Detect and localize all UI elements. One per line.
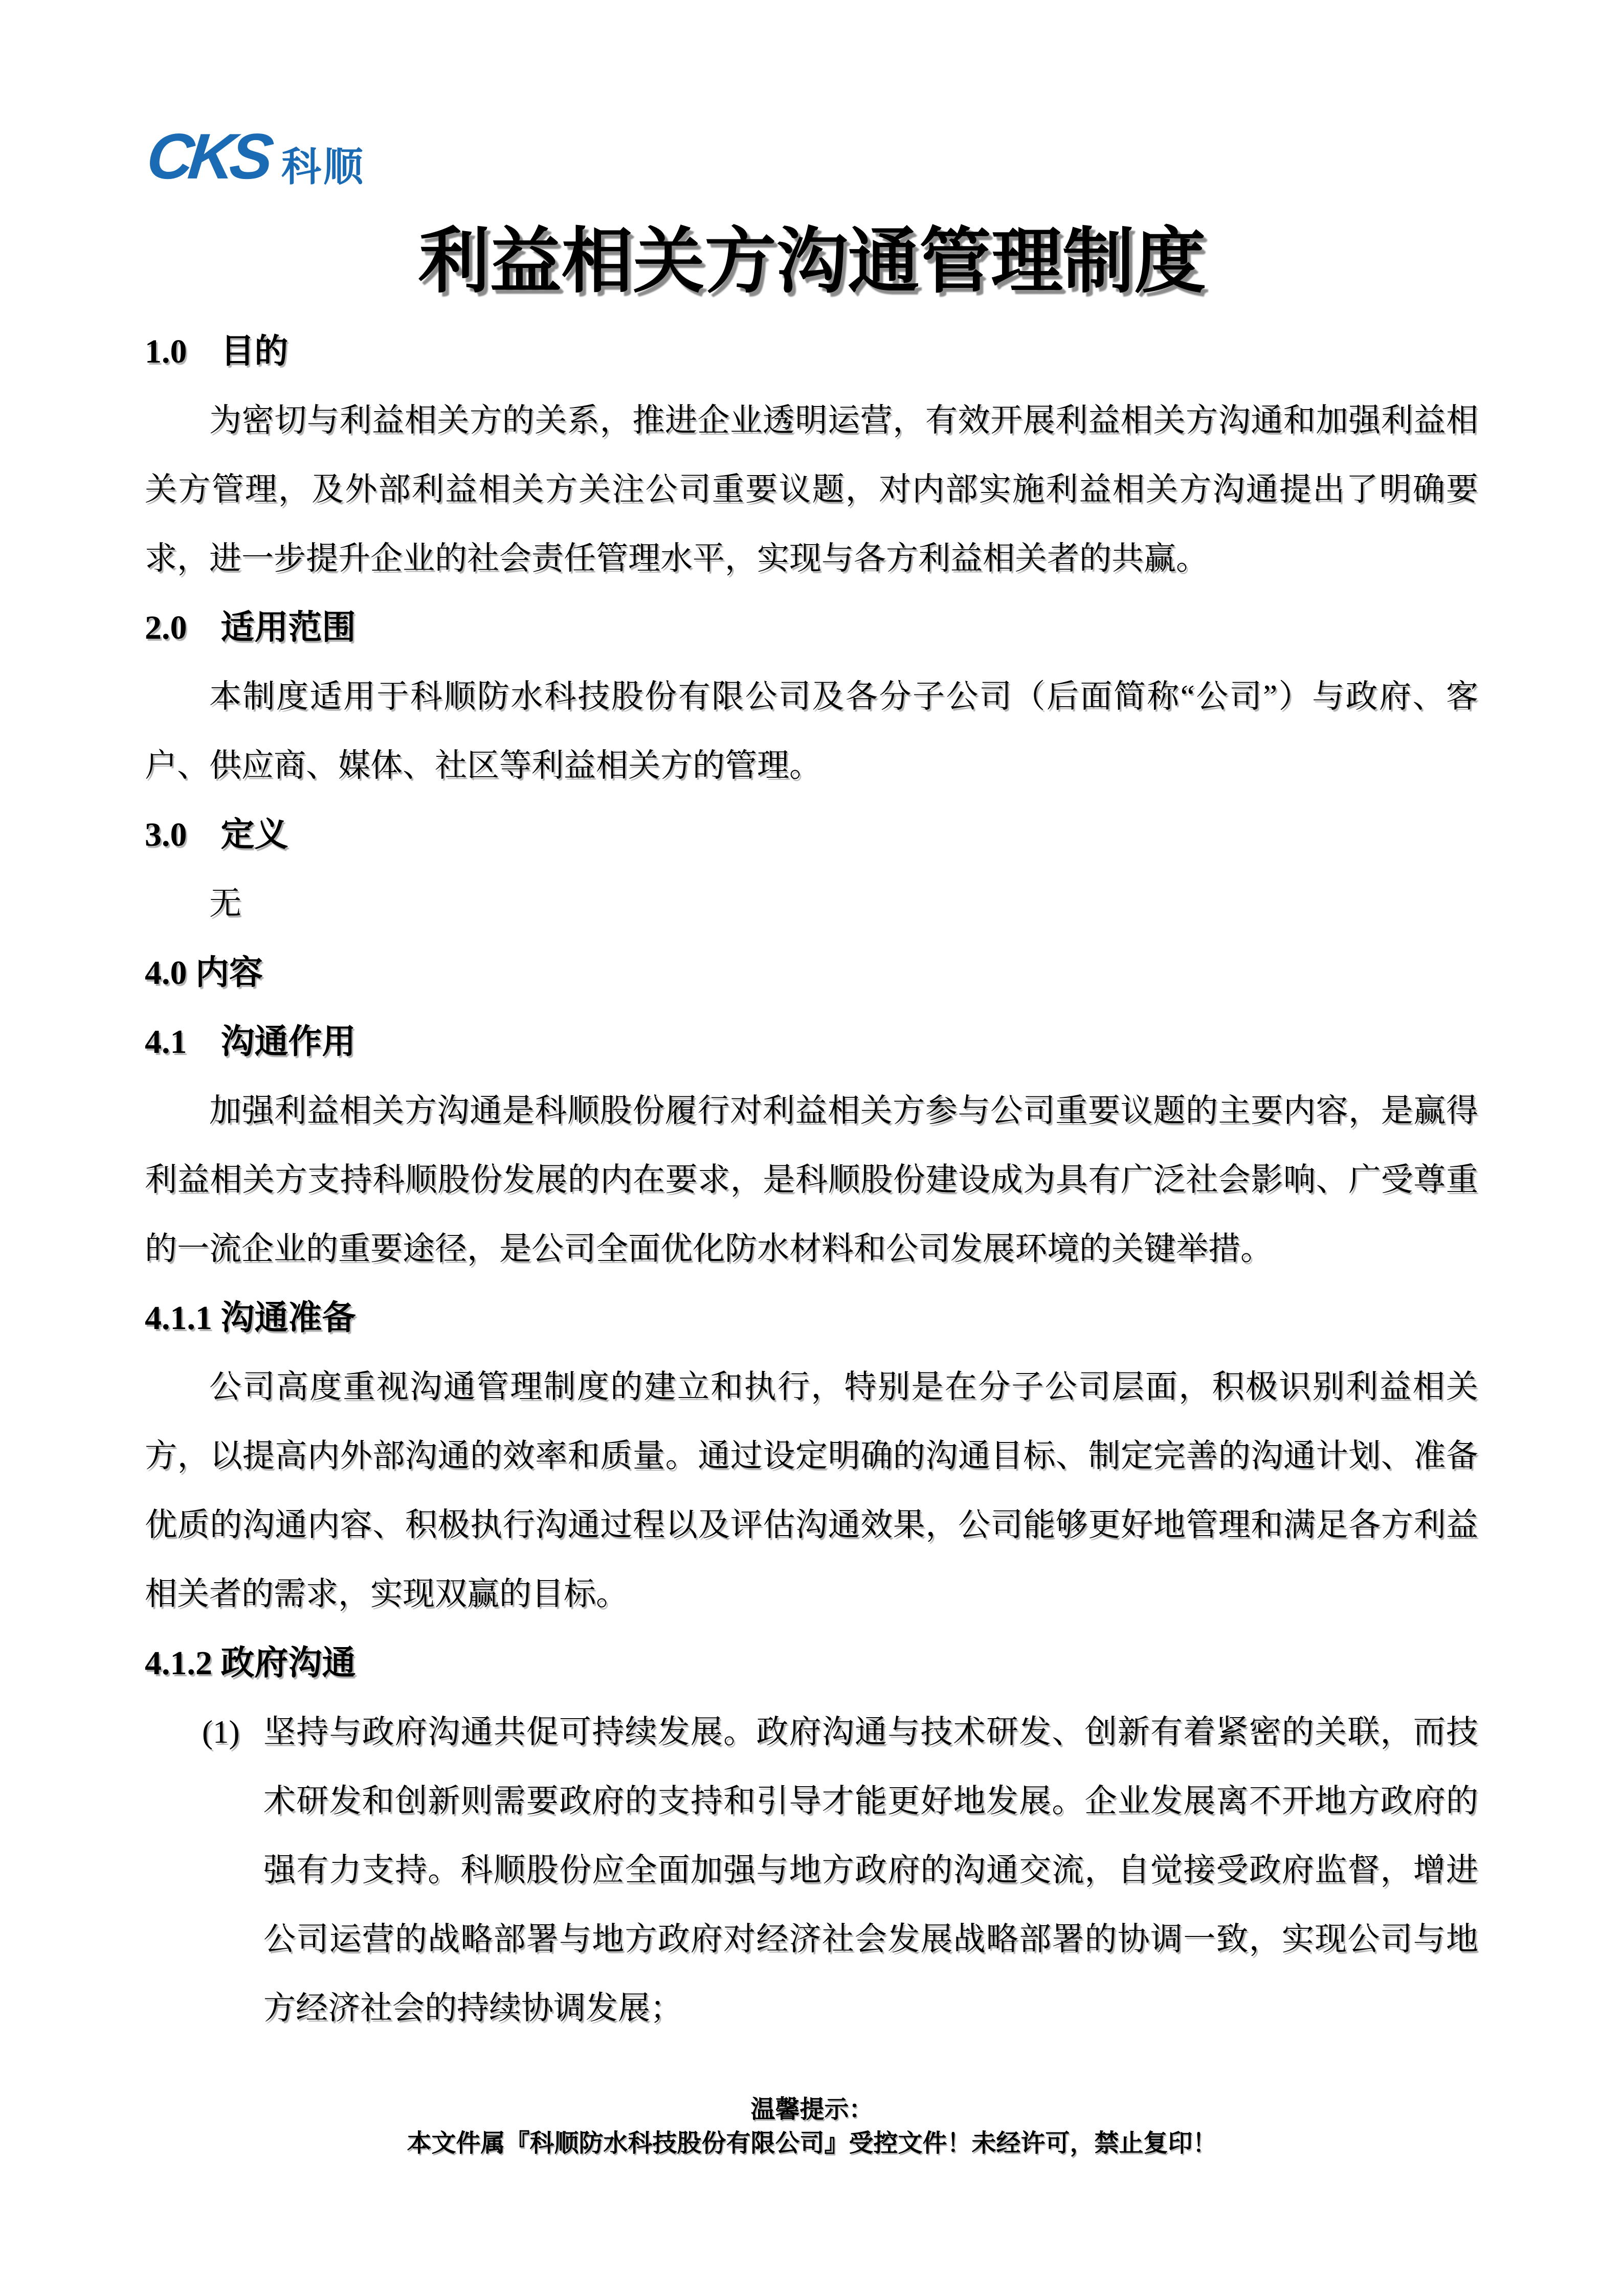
section-4-1-1-paragraph: 公司高度重视沟通管理制度的建立和执行，特别是在分子公司层面，积极识别利益相关方，以提高内外部沟通的效率和质量。通过设定明确的沟通目标、制定完善的沟通计划、准备优质的沟通内容、积极执行沟通过程以及评估沟通效果，公司能够更好地管理和满足各方利益相关者的需求，实现双赢的目标。 <box>145 1369 1478 1612</box>
footer-notice <box>0 2093 1624 2160</box>
footer-notice-text: 本文件属『科顺防水科技股份有限公司』受控文件！未经许可，禁止复印！ <box>407 2130 1217 2157</box>
document-title: 利益相关方沟通管理制度 <box>418 222 1206 302</box>
section-heading-4-1: 4.1 沟通作用 <box>145 1023 356 1061</box>
logo-han-text: 科顺 <box>281 144 366 191</box>
section-4-1-paragraph: 加强利益相关方沟通是科顺股份履行对利益相关方参与公司重要议题的主要内容，是赢得利益相关方支持科顺股份发展的内在要求，是科顺股份建设成为具有广泛社会影响、广受尊重的一流企业的重要途径，是公司全面优化防水材料和公司发展环境的关键举措。 <box>145 1093 1478 1267</box>
list-item-marker: (1) <box>202 1714 240 1750</box>
section-heading-2-0: 2.0 适用范围 <box>145 609 356 646</box>
section-heading-3-0: 3.0 定义 <box>145 816 288 853</box>
document-body <box>145 317 1478 2043</box>
section-heading-4-0: 4.0 内容 <box>145 954 263 992</box>
list-item-government-communication <box>145 1698 1478 2043</box>
section-heading-4-1-2: 4.1.2 政府沟通 <box>145 1645 356 1682</box>
section-3-0-paragraph: 无 <box>209 886 241 921</box>
section-1-0-paragraph: 为密切与利益相关方的关系，推进企业透明运营，有效开展利益相关方沟通和加强利益相关方管理，及外部利益相关方关注公司重要议题，对内部实施利益相关方沟通提出了明确要求，进一步提升企业的社会责任管理水平，实现与各方利益相关者的共赢。 <box>145 402 1478 576</box>
list-item-text: 坚持与政府沟通共促可持续发展。政府沟通与技术研发、创新有着紧密的关联，而技术研发和创新则需要政府的支持和引导才能更好地发展。企业发展离不开地方政府的强有力支持。科顺股份应全面加强与地方政府的沟通交流，自觉接受政府监督，增进公司运营的战略部署与地方政府对经济社会发展战略部署的协调一致，实现公司与地方经济社会的持续协调发展； <box>263 1714 1478 2026</box>
company-logo <box>143 120 366 192</box>
logo-cks-text: CKS <box>143 120 272 192</box>
section-heading-1-0: 1.0 目的 <box>145 333 288 370</box>
footer-notice-title: 温馨提示： <box>750 2096 874 2123</box>
section-heading-4-1-1: 4.1.1 沟通准备 <box>145 1299 356 1337</box>
section-2-0-paragraph: 本制度适用于科顺防水科技股份有限公司及各分子公司（后面简称“公司”）与政府、客户、供应商、媒体、社区等利益相关方的管理。 <box>145 679 1478 783</box>
